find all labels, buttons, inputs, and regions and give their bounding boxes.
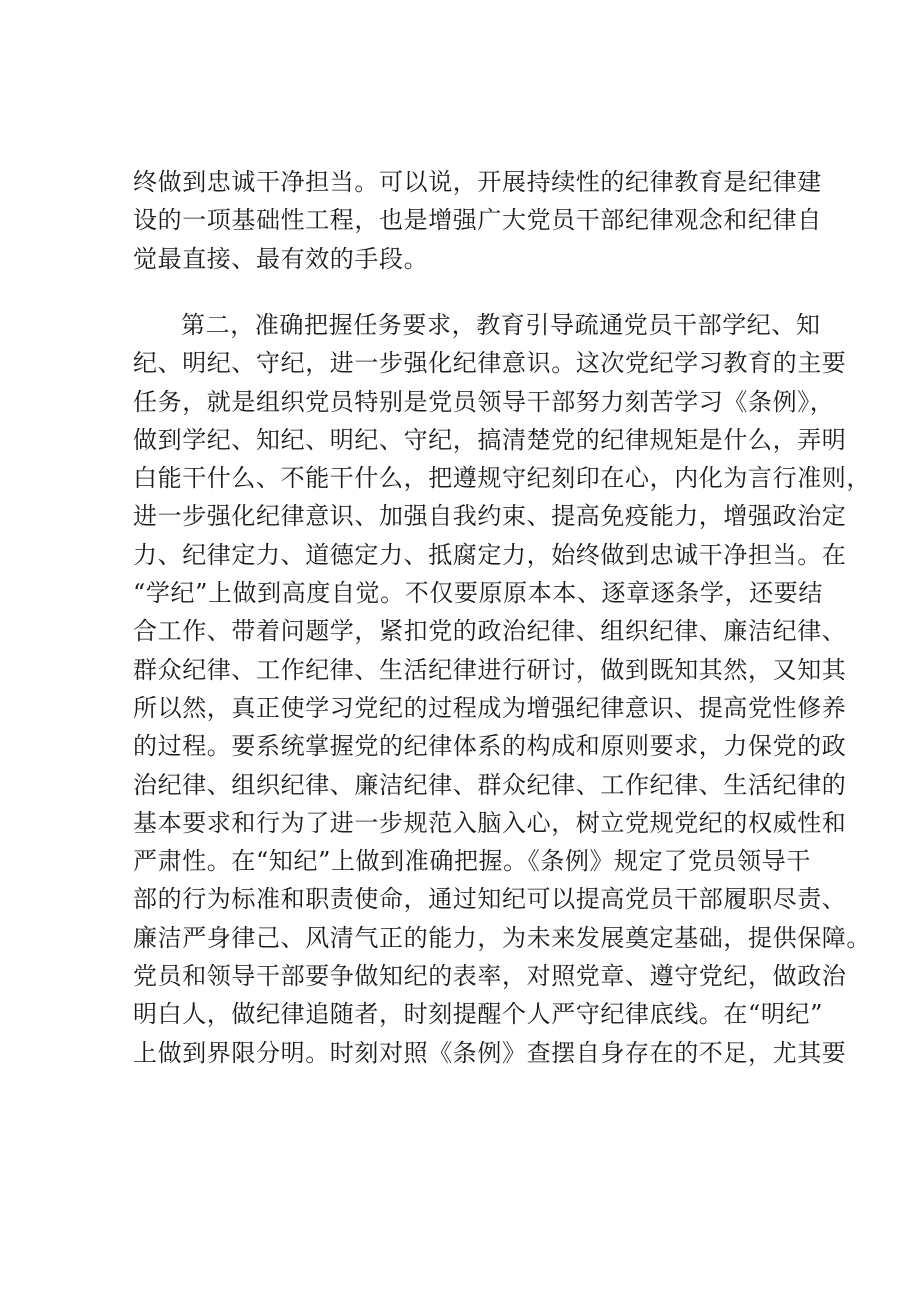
text-line: 明白人，做纪律追随者，时刻提醒个人严守纪律底线。在“明纪” [133,1000,823,1029]
text-line: 上做到界限分明。时刻对照《条例》查摆自身存在的不足，尤其要 [133,1038,847,1067]
text-line: 治纪律、组织纪律、廉洁纪律、群众纪律、工作纪律、生活纪律的 [133,770,847,799]
text-line: 觉最直接、最有效的手段。 [133,244,429,273]
text-line: 做到学纪、知纪、明纪、守纪，搞清楚党的纪律规矩是什么，弄明 [133,425,847,454]
text-line: 进一步强化纪律意识、加强自我约束、提高免疫能力，增强政治定 [133,502,847,531]
text-line: 的过程。要系统掌握党的纪律体系的构成和原则要求，力保党的政 [133,732,847,761]
text-line: 严肃性。在“知纪”上做到准确把握。《条例》规定了党员领导干 [133,847,811,876]
text-line: 党员和领导干部要争做知纪的表率，对照党章、遵守党纪，做政治 [133,962,847,991]
text-line: 所以然，真正使学习党纪的过程成为增强纪律意识、提高党性修养 [133,693,847,722]
text-line: 力、纪律定力、道德定力、抵腐定力，始终做到忠诚干净担当。在 [133,540,847,569]
text-line: 设的一项基础性工程，也是增强广大党员干部纪律观念和纪律自 [133,206,822,235]
text-line: 纪、明纪、守纪，进一步强化纪律意识。这次党纪学习教育的主要 [133,349,847,378]
text-line: 基本要求和行为了进一步规范入脑入心，树立党规党纪的权威性和 [133,808,847,837]
text-line: 群众纪律、工作纪律、生活纪律进行研讨，做到既知其然，又知其 [133,655,847,684]
paragraph-2 [133,306,871,1072]
text-line: 部的行为标准和职责使命，通过知纪可以提高党员干部履职尽责、 [133,885,847,914]
text-line: 第二，准确把握任务要求，教育引导疏通党员干部学纪、知 [181,311,821,339]
text-line: 白能干什么、不能干什么，把遵规守纪刻印在心，内化为言行准则， [133,464,871,493]
text-line: 终做到忠诚干净担当。可以说，开展持续性的纪律教育是纪律建 [133,168,822,196]
text-line: 合工作、带着问题学，紧扣党的政治纪律、组织纪律、廉洁纪律、 [133,617,847,646]
text-line: “学纪”上做到高度自觉。不仅要原原本本、逐章逐条学，还要结 [133,579,823,608]
paragraph-1 [133,163,822,278]
text-line: 任务，就是组织党员特别是党员领导干部努力刻苦学习《条例》， [133,387,835,416]
text-line: 廉洁严身律己、风清气正的能力，为未来发展奠定基础，提供保障。 [133,923,871,952]
